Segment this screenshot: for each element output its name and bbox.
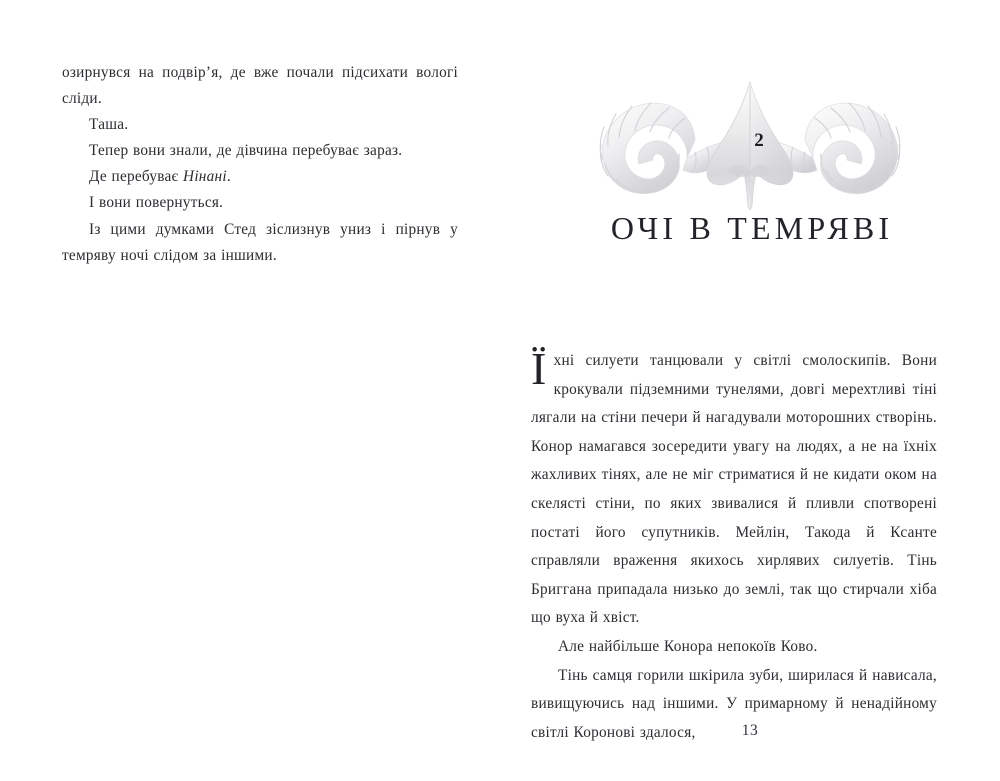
paragraph-de-perebuvaye <box>62 164 458 190</box>
chapter-number: 2 <box>754 130 764 151</box>
right-page <box>500 0 1000 781</box>
text-de-perebuvaye-prefix: Де перебуває <box>89 168 184 186</box>
paragraph-opening-text: хні силуети танцювали у світлі смолоскипів. Вони крокували підземними тунелями, довгі мерехтливі тіні лягали на стіни печери й нагадували моторошних створінь. Конор намагався зосередити увагу на людях, а не на їхніх жахливих тінях, але не міг стриматися й не кидати оком на скелясті стіни, по яких звивалися й пливли спотворені постаті його супутників. Мейлін, Такода й Ксанте справляли враження якихось хирлявих силуетів. Тінь Бриггана припадала низько до землі, так що стирчали хіба що вуха й хвіст. <box>531 352 937 627</box>
right-page-textblock <box>531 343 937 747</box>
ram-horns-ornament <box>519 80 981 210</box>
paragraph-continuation: озирнувся на подвір’я, де вже почали підсихати вологі сліди. <box>62 64 458 108</box>
paragraph-ale-naybilshe: Але найбільше Конора непокоїв Ково. <box>558 637 818 655</box>
paragraph-i-vony: І вони повернуться. <box>89 194 224 212</box>
left-page-textblock <box>62 60 458 269</box>
paragraph-teper: Тепер вони знали, де дівчина перебуває зараз. <box>89 142 403 160</box>
paragraph-opening <box>531 343 937 633</box>
chapter-title: ОЧІ В ТЕМРЯВІ <box>610 210 894 246</box>
spade-shape-icon <box>707 82 793 210</box>
left-horn-icon <box>600 103 723 194</box>
drop-cap: Ї <box>531 343 547 394</box>
page-number: 13 <box>741 722 759 739</box>
paragraph-tasha: Таша. <box>89 116 129 134</box>
right-horn-icon <box>776 103 899 194</box>
text-de-perebuvaye-suffix: . <box>226 168 231 186</box>
paragraph-iz-tsymy: Із цими думками Стед зіслизнув униз і пірнув у темряву ночі слідом за іншими. <box>62 220 458 264</box>
proper-noun-ninani: Нінані <box>183 168 227 186</box>
paragraph-tin-samtsya: Тінь самця горили шкірила зуби, ширилася й нависала, вивищуючись над іншими. У примарному й ненадійному світлі Коронові здалося, <box>531 666 937 741</box>
